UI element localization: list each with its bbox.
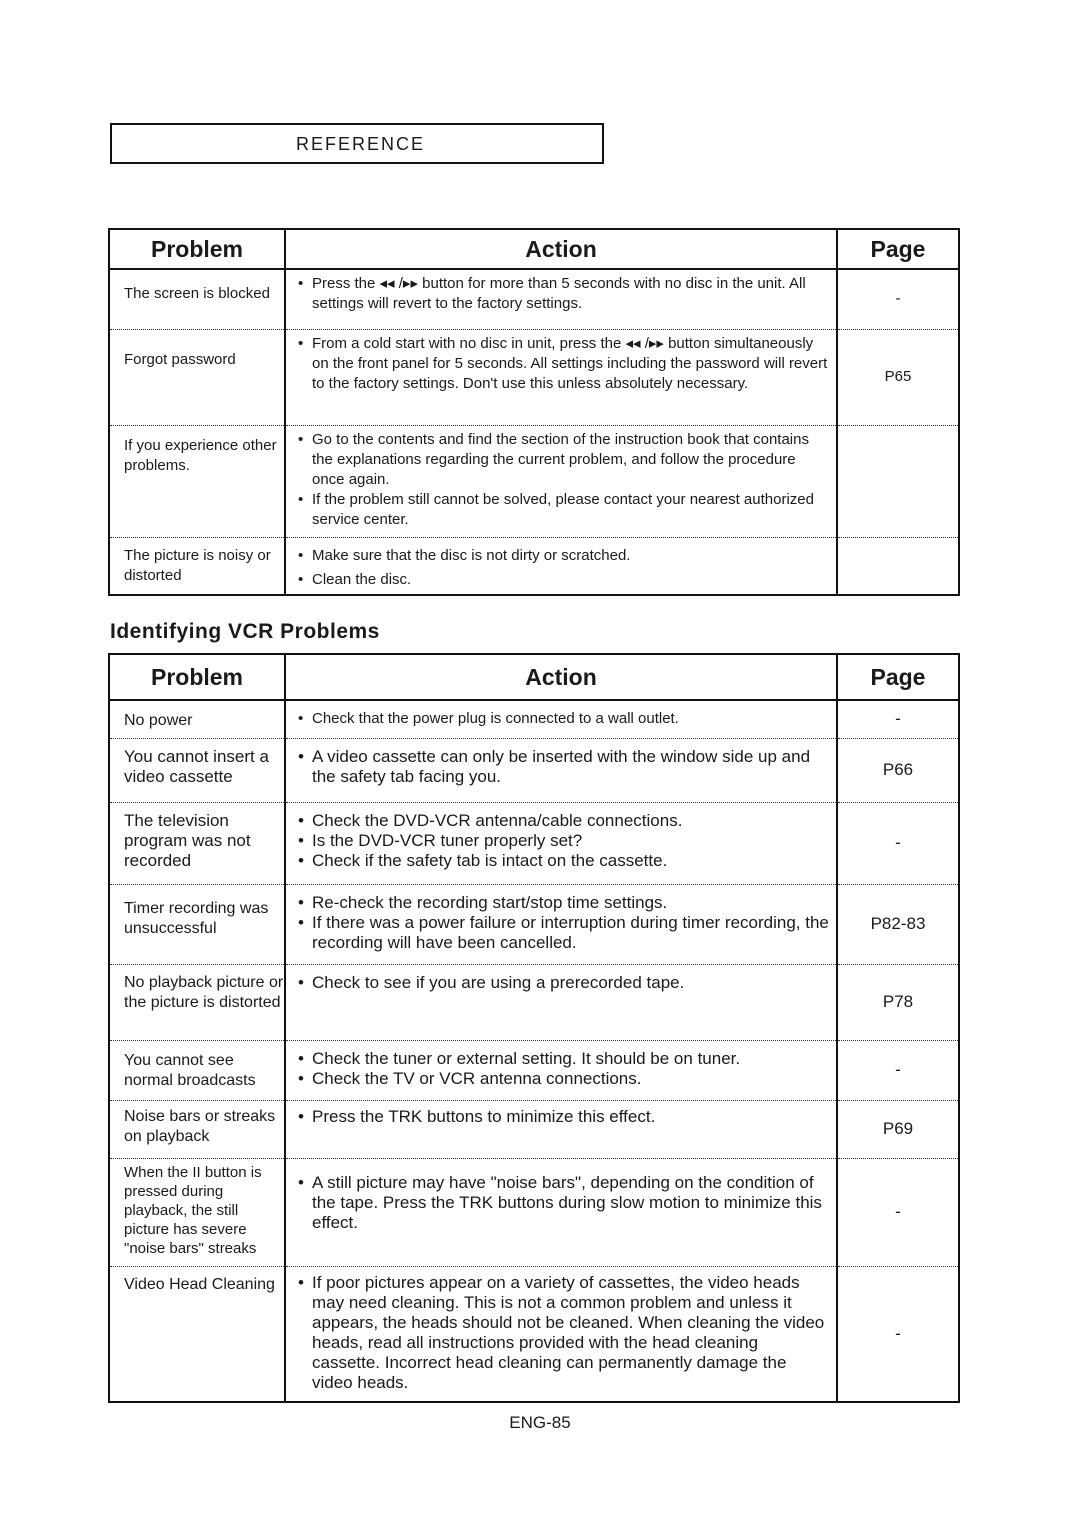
problem-column-header: Problem	[109, 654, 285, 700]
table-row	[109, 738, 959, 802]
bullet-icon: •	[298, 850, 304, 870]
action-item: Check the DVD-VCR antenna/cable connections.	[312, 810, 683, 830]
bullet-icon: •	[298, 490, 304, 508]
bullet-icon: •	[298, 1106, 304, 1126]
page-cell: P78	[837, 964, 959, 1040]
page-cell: -	[895, 290, 901, 308]
table-row	[109, 802, 959, 884]
table-row	[109, 1158, 959, 1266]
action-cell	[285, 884, 837, 964]
problem-cell: No playback picture or the picture is distorted	[109, 964, 285, 1040]
action-item: If the problem still cannot be solved, please contact your nearest authorized service center.	[312, 490, 814, 528]
problem-cell: Noise bars or streaks on playback	[109, 1100, 285, 1158]
problem-cell: The screen is blocked	[109, 269, 285, 329]
problem-cell: If you experience other problems.	[109, 425, 285, 537]
page-cell: P65	[837, 329, 959, 425]
page-cell: -	[837, 802, 959, 884]
table-header-row	[109, 229, 959, 269]
page-cell: -	[837, 1266, 959, 1402]
action-cell	[285, 700, 837, 738]
bullet-icon: •	[298, 430, 304, 448]
action-item: Is the DVD-VCR tuner properly set?	[312, 830, 583, 850]
bullet-icon: •	[298, 334, 304, 352]
page-cell: -	[837, 1040, 959, 1100]
bullet-icon: •	[298, 570, 304, 588]
action-cell	[285, 1158, 837, 1266]
bullet-icon: •	[298, 1172, 304, 1192]
action-item: Press the TRK buttons to minimize this effect.	[312, 1106, 656, 1126]
problem-cell: Timer recording was unsuccessful	[109, 884, 285, 964]
action-column-header: Action	[285, 229, 837, 269]
table-row	[109, 537, 959, 595]
problem-cell: The picture is noisy or distorted	[109, 537, 285, 595]
problem-column-header: Problem	[109, 229, 285, 269]
action-item: Clean the disc.	[312, 570, 412, 588]
problem-cell: You cannot see normal broadcasts	[109, 1040, 285, 1100]
bullet-icon: •	[298, 1048, 304, 1068]
problem-cell: Video Head Cleaning	[109, 1266, 285, 1402]
bullet-icon: •	[298, 892, 304, 912]
action-item: Check if the safety tab is intact on the cassette.	[312, 850, 668, 870]
page-number: ENG-85	[509, 1413, 571, 1432]
action-item: Re-check the recording start/stop time settings.	[312, 892, 668, 912]
page-cell	[837, 425, 959, 537]
bullet-icon: •	[298, 746, 304, 766]
action-cell	[285, 1266, 837, 1402]
action-cell	[285, 964, 837, 1040]
vcr-troubleshooting-table	[108, 653, 960, 1403]
problem-cell: You cannot insert a video cassette	[109, 738, 285, 802]
action-item: A video cassette can only be inserted with the window side up and the safety tab facing you.	[312, 746, 811, 786]
page-cell: P66	[837, 738, 959, 802]
action-item: Check that the power plug is connected to a wall outlet.	[312, 710, 679, 727]
page-cell: P69	[837, 1100, 959, 1158]
action-item: If there was a power failure or interruption during timer recording, the recording will have been cancelled.	[312, 912, 829, 952]
table-row	[109, 964, 959, 1040]
action-item: If poor pictures appear on a variety of cassettes, the video heads may need cleaning. This is not a common problem and unless it appears, the heads should not be cleaned. When cleaning the video heads, read all instructions provided with the head cleaning cassette. Incorrect head cleaning can permanently damage the video heads.	[312, 1272, 825, 1392]
action-item: From a cold start with no disc in unit, press the ◂◂ /▸▸ button simultaneously on the front panel for 5 seconds. All settings including the password will revert to the factory settings. Don't use this unless absolutely necessary.	[312, 334, 828, 392]
bullet-icon: •	[298, 1068, 304, 1088]
bullet-icon: •	[298, 275, 304, 292]
table-row	[109, 329, 959, 425]
action-cell	[285, 329, 837, 425]
action-item: Make sure that the disc is not dirty or scratched.	[312, 546, 631, 564]
bullet-icon: •	[298, 912, 304, 932]
action-item: Go to the contents and find the section of the instruction book that contains the explanations regarding the current problem, and follow the procedure once again.	[312, 430, 809, 488]
bullet-icon: •	[298, 810, 304, 830]
problem-cell: Forgot password	[109, 329, 285, 425]
action-item: Check the TV or VCR antenna connections.	[312, 1068, 642, 1088]
table-header-row	[109, 654, 959, 700]
table-row	[109, 884, 959, 964]
action-item: Check the tuner or external setting. It should be on tuner.	[312, 1048, 741, 1068]
table-row	[109, 700, 959, 738]
table-row	[109, 1040, 959, 1100]
action-cell	[285, 269, 837, 329]
page-cell: -	[837, 1158, 959, 1266]
table-row	[109, 1100, 959, 1158]
problem-cell: No power	[109, 700, 285, 738]
table-row	[109, 425, 959, 537]
vcr-problems-heading: Identifying VCR Problems	[110, 620, 380, 643]
action-column-header: Action	[285, 654, 837, 700]
action-cell	[285, 425, 837, 537]
table-row	[109, 1266, 959, 1402]
problem-cell: The television program was not recorded	[109, 802, 285, 884]
page-column-header: Page	[837, 229, 959, 269]
action-cell	[285, 1040, 837, 1100]
action-cell	[285, 537, 837, 595]
action-cell	[285, 802, 837, 884]
action-item: Press the ◂◂ /▸▸ button for more than 5 seconds with no disc in the unit. All settings will revert to the factory settings.	[312, 275, 806, 312]
bullet-icon: •	[298, 830, 304, 850]
action-cell	[285, 1100, 837, 1158]
page-cell: -	[895, 709, 901, 729]
bullet-icon: •	[298, 546, 304, 564]
bullet-icon: •	[298, 1272, 304, 1292]
dvd-troubleshooting-table	[108, 228, 960, 596]
page-column-header: Page	[837, 654, 959, 700]
reference-label: REFERENCE	[296, 134, 426, 154]
action-cell	[285, 738, 837, 802]
table-row	[109, 269, 959, 329]
bullet-icon: •	[298, 972, 304, 992]
problem-cell: When the II button is pressed during playback, the still picture has severe "noise bars" streaks	[109, 1158, 285, 1266]
bullet-icon: •	[298, 710, 304, 727]
page-cell: P82-83	[837, 884, 959, 964]
action-item: Check to see if you are using a prerecorded tape.	[312, 972, 685, 992]
page-cell	[837, 537, 959, 595]
action-item: A still picture may have "noise bars", depending on the condition of the tape. Press the TRK buttons during slow motion to minimize this effect.	[312, 1172, 822, 1232]
reference-header-box	[110, 123, 604, 164]
